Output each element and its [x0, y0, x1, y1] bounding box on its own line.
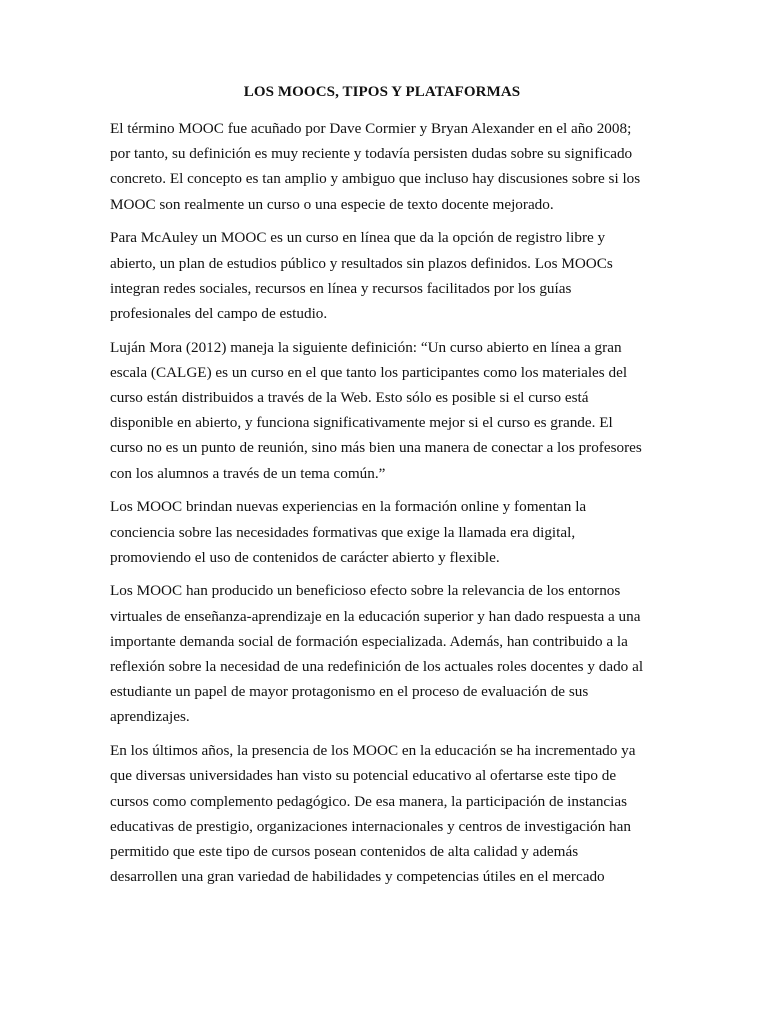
- text-line: que diversas universidades han visto su potencial educativo al ofertarse este tipo de: [110, 767, 617, 785]
- text-line: abierto, un plan de estudios público y resultados sin plazos definidos. Los MOOCs: [110, 254, 613, 272]
- text-line: aprendizajes.: [110, 708, 190, 726]
- text-line: profesionales del campo de estudio.: [110, 304, 328, 322]
- text-line: Luján Mora (2012) maneja la siguiente definición: “Un curso abierto en línea a gran: [110, 338, 622, 356]
- paragraph-3: [110, 335, 654, 486]
- paragraph-4: [110, 494, 654, 570]
- text-line: En los últimos años, la presencia de los MOOC en la educación se ha incrementado ya: [110, 742, 636, 760]
- text-line: concreto. El concepto es tan amplio y ambiguo que incluso hay discusiones sobre si los: [110, 170, 641, 188]
- text-line: virtuales de enseñanza-aprendizaje en la educación superior y han dado respuesta a una: [110, 607, 641, 625]
- text-line: Para McAuley un MOOC es un curso en línea que da la opción de registro libre y: [110, 229, 606, 247]
- paragraph-5: [110, 578, 654, 729]
- text-line: disponible en abierto, y funciona significativamente mejor si el curso es grande. El: [110, 414, 613, 432]
- text-line: curso no es un punto de reunión, sino más bien una manera de conectar a los profesores: [110, 439, 642, 457]
- text-line: desarrollen una gran variedad de habilidades y competencias útiles en el mercado: [110, 868, 605, 886]
- text-line: conciencia sobre las necesidades formativas que exige la llamada era digital,: [110, 523, 576, 541]
- text-line: El término MOOC fue acuñado por Dave Cormier y Bryan Alexander en el año 2008;: [110, 120, 632, 137]
- text-line: cursos como complemento pedagógico. De esa manera, la participación de instancias: [110, 792, 628, 810]
- text-line: integran redes sociales, recursos en línea y recursos facilitados por los guías: [110, 279, 572, 297]
- text-line: permitido que este tipo de cursos posean contenidos de alta calidad y además: [110, 842, 579, 860]
- text-line: curso están distribuidos a través de la Web. Esto sólo es posible si el curso está: [110, 389, 589, 407]
- text-line: reflexión sobre la necesidad de una redefinición de los actuales roles docentes y dado al: [110, 658, 644, 676]
- paragraph-6: [110, 738, 654, 889]
- text-line: por tanto, su definición es muy reciente y todavía persisten dudas sobre su significado: [110, 145, 633, 163]
- text-line: con los alumnos a través de un tema común.”: [110, 464, 386, 482]
- text-line: educativas de prestigio, organizaciones internacionales y centros de investigación han: [110, 817, 631, 835]
- text-line: importante demanda social de formación especializada. Además, han contribuido a la: [110, 632, 628, 650]
- text-line: MOOC son realmente un curso o una especie de texto docente mejorado.: [110, 195, 554, 213]
- document-title: LOS MOOCS, TIPOS Y PLATAFORMAS: [243, 84, 521, 100]
- text-line: promoviendo el uso de contenidos de carácter abierto y flexible.: [110, 548, 500, 566]
- text-line: Los MOOC han producido un beneficioso efecto sobre la relevancia de los entornos: [110, 582, 621, 600]
- text-line: Los MOOC brindan nuevas experiencias en la formación online y fomentan la: [110, 498, 587, 516]
- text-line: escala (CALGE) es un curso en el que tanto los participantes como los materiales del: [110, 363, 628, 381]
- paragraph-1: [110, 116, 654, 217]
- document-page: [110, 80, 654, 898]
- paragraph-2: [110, 225, 654, 326]
- text-line: estudiante un papel de mayor protagonismo en el proceso de evaluación de sus: [110, 683, 589, 701]
